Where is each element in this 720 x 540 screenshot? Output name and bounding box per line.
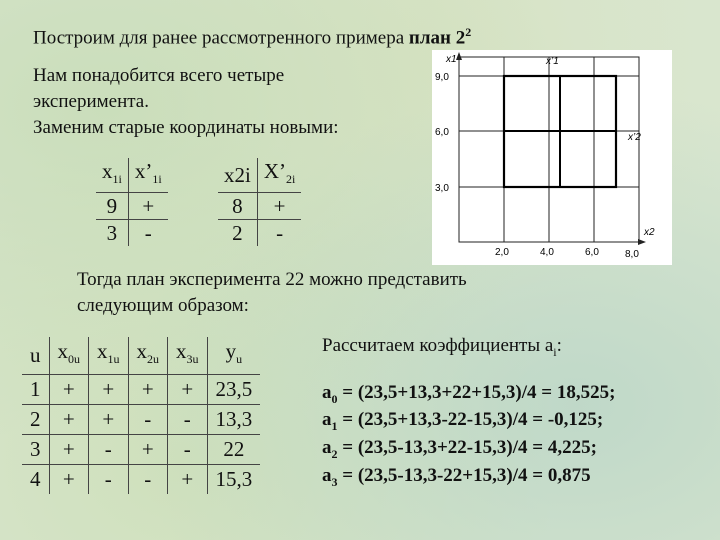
coord-table-x1: [96, 158, 168, 246]
header-cell: $x_{0u}$: [49, 337, 89, 375]
table-cell: -: [128, 405, 168, 435]
table-cell: +: [168, 375, 208, 405]
axis-label-x1-prime: x’1: [546, 56, 559, 67]
intro-line-3: Заменим старые координаты новыми:: [33, 117, 339, 138]
table-cell: +: [49, 405, 89, 435]
y-tick-label: 3,0: [435, 183, 449, 194]
table-cell: +: [89, 375, 129, 405]
table-cell: -: [168, 435, 208, 465]
header-cell: x2i: [218, 158, 257, 193]
table-cell: 2: [218, 220, 257, 247]
table-cell: 9: [96, 193, 128, 220]
table-cell: -: [128, 465, 168, 495]
intro-line-2: эксперимента.: [33, 91, 149, 112]
table-cell: +: [128, 375, 168, 405]
x-tick-label: 4,0: [540, 247, 554, 258]
figure-background: [432, 50, 672, 265]
table-header-row: [22, 337, 260, 375]
table-cell: 22: [207, 435, 260, 465]
x-tick-label: 8,0: [625, 249, 639, 260]
table-cell: 8: [218, 193, 257, 220]
y-tick-label: 6,0: [435, 127, 449, 138]
x-tick-label: 6,0: [585, 247, 599, 258]
table-cell: +: [128, 435, 168, 465]
equation-a0: $a_0 = (23,5+13,3+22+15,3)/4 = 18,525$;: [322, 382, 616, 406]
table-row: [22, 435, 260, 465]
equation-a3: $a_3 = (23,5-13,3-22+15,3)/4 = 0,875$: [322, 465, 591, 489]
equation-a1: $a_1 = (23,5+13,3-22-15,3)/4 = -0,125$;: [322, 409, 604, 433]
slide-title: [33, 20, 471, 50]
table-row: [22, 465, 260, 495]
axis-label-x1: x1: [446, 54, 457, 65]
axis-label-x2-prime: x’2: [628, 132, 641, 143]
equation-a2: $a_2 = (23,5-13,3+22-15,3)/4 = 4,225$;: [322, 437, 597, 461]
coef-heading: [322, 334, 562, 364]
table-cell: +: [49, 375, 89, 405]
plan-line-1: Тогда план эксперимента 22 можно представить: [77, 269, 467, 290]
title-text: Построим для ранее рассмотренного примера: [33, 27, 409, 49]
header-cell: u: [22, 337, 49, 375]
table-row: [22, 375, 260, 405]
table-cell: 23,5: [207, 375, 260, 405]
factor-grid-figure: [432, 50, 672, 265]
plan-matrix-table: [22, 337, 260, 494]
table-cell: 13,3: [207, 405, 260, 435]
header-cell: $x_{3u}$: [168, 337, 208, 375]
table-cell: +: [49, 435, 89, 465]
table-cell: 15,3: [207, 465, 260, 495]
table-cell: +: [128, 193, 167, 220]
table-cell: -: [257, 220, 301, 247]
table-row: [22, 405, 260, 435]
table-cell: -: [128, 220, 167, 247]
title-bold: план 2: [408, 27, 466, 49]
y-tick-label: 9,0: [435, 72, 449, 83]
table-cell: +: [168, 465, 208, 495]
axis-label-x2: x2: [644, 227, 655, 238]
coef-heading-text: Рассчитаем коэффициенты a: [322, 335, 554, 356]
coef-heading-tail: :: [556, 335, 562, 356]
header-cell: $x_{2u}$: [128, 337, 168, 375]
coord-table-x2: [218, 158, 301, 246]
intro-line-1: Нам понадобится всего четыре: [33, 65, 285, 86]
table-cell: +: [257, 193, 301, 220]
table-cell: -: [89, 465, 129, 495]
header-cell: $x’_{1i}$: [128, 158, 167, 193]
table-cell: -: [89, 435, 129, 465]
x-tick-label: 2,0: [495, 247, 509, 258]
header-cell: $y_u$: [207, 337, 260, 375]
plan-line-2: следующим образом:: [77, 295, 249, 316]
table-cell: 4: [22, 465, 49, 495]
header-cell: $x_{1i}$: [96, 158, 128, 193]
table-cell: -: [168, 405, 208, 435]
title-sup: 2: [465, 25, 472, 39]
table-cell: 2: [22, 405, 49, 435]
table-cell: 3: [96, 220, 128, 247]
table-cell: 3: [22, 435, 49, 465]
header-cell: $X’_{2i}$: [257, 158, 301, 193]
table-cell: +: [89, 405, 129, 435]
coef-heading-sub: i: [553, 344, 557, 359]
table-cell: 1: [22, 375, 49, 405]
table-cell: +: [49, 465, 89, 495]
header-cell: $x_{1u}$: [89, 337, 129, 375]
